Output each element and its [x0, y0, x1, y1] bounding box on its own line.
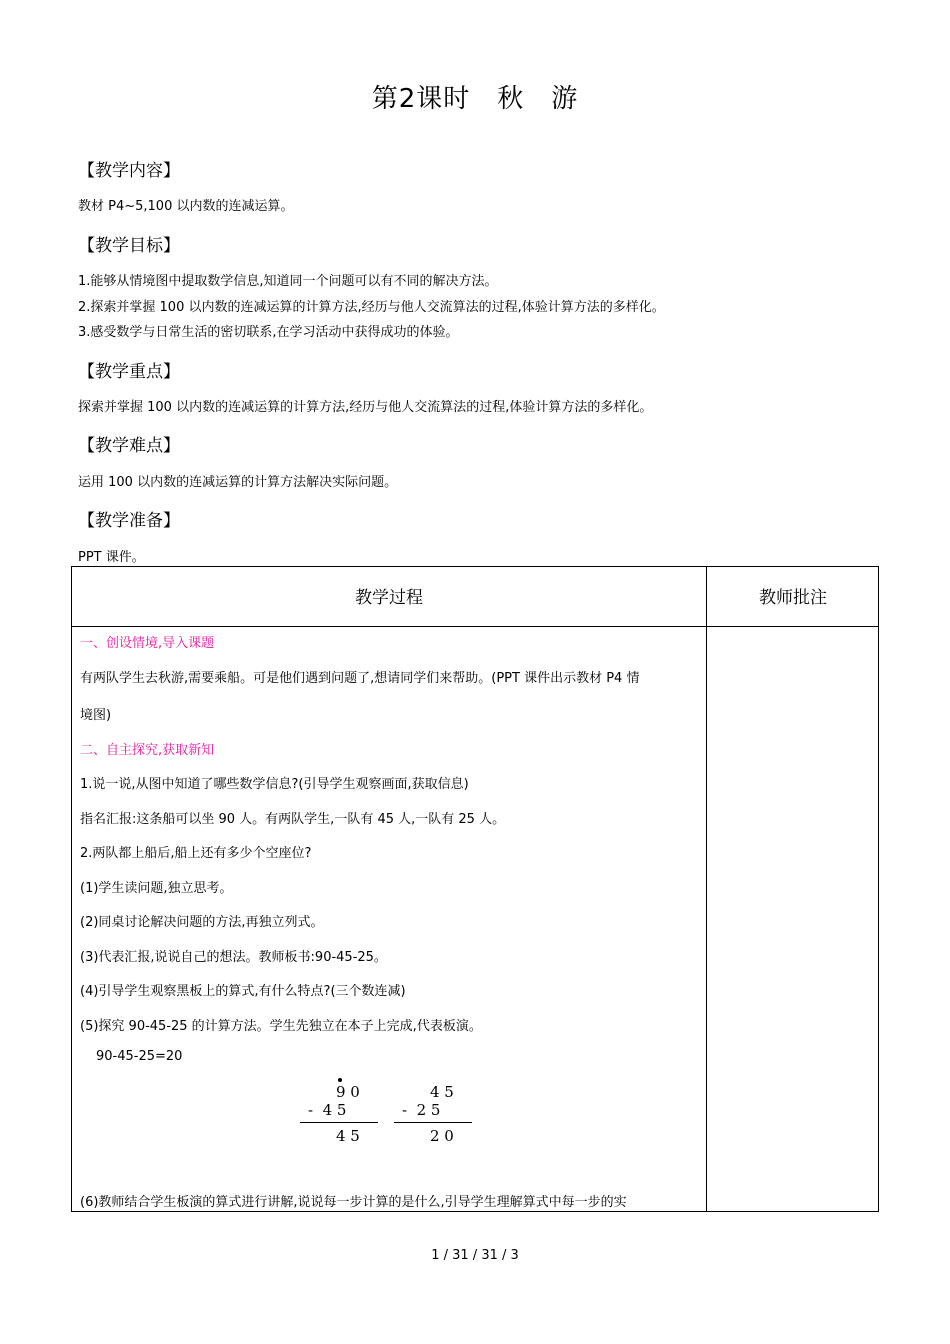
difficulties-text: 运用 100 以内数的连减运算的计算方法解决实际问题。: [78, 475, 398, 490]
section-heading-difficulties: 【教学难点】: [78, 436, 180, 456]
subtrahend: - 4 5: [308, 1101, 347, 1119]
process-line: 2.两队都上船后,船上还有多少个空座位?: [80, 846, 312, 861]
teaching-process-table: [71, 566, 879, 1212]
process-line: (1)学生读问题,独立思考。: [80, 881, 233, 896]
minuend: 9 0: [336, 1083, 360, 1101]
page-title: 第2课时 秋 游: [371, 84, 579, 114]
header-divider: [72, 626, 878, 627]
process-line: (6)教师结合学生板演的算式进行讲解,说说每一步计算的是什么,引导学生理解算式中每一步的实: [80, 1195, 627, 1210]
process-line: (5)探究 90-45-25 的计算方法。学生先独立在本子上完成,代表板演。: [80, 1019, 482, 1034]
section-heading-preparation: 【教学准备】: [78, 511, 180, 531]
goal-line-1: 1.能够从情境图中提取数学信息,知道同一个问题可以有不同的解决方法。: [78, 274, 498, 289]
subtrahend: - 2 5: [402, 1101, 441, 1119]
process-line: (4)引导学生观察黑板上的算式,有什么特点?(三个数连减): [80, 984, 406, 999]
section-heading-content: 【教学内容】: [78, 161, 180, 181]
process-line: (3)代表汇报,说说自己的想法。教师板书:90-45-25。: [80, 950, 387, 965]
header-teacher-notes: 教师批注: [759, 588, 827, 608]
equation-line: 90-45-25=20: [96, 1049, 183, 1064]
stage-heading-2: 二、自主探究,获取新知: [80, 743, 215, 758]
minuend: 4 5: [430, 1083, 454, 1101]
process-line: 境图): [80, 708, 112, 723]
content-text: 教材 P4~5,100 以内数的连减运算。: [78, 199, 294, 214]
stage-heading-1: 一、创设情境,导入课题: [80, 636, 215, 651]
calc-rule: [300, 1122, 378, 1123]
calc-rule: [394, 1122, 472, 1123]
vertical-calc-2: [394, 1081, 474, 1151]
process-line: 有两队学生去秋游,需要乘船。可是他们遇到问题了,想请同学们来帮助。(PPT 课件出示教材 P4 情: [80, 671, 640, 686]
borrow-dot: [338, 1078, 342, 1082]
key-points-text: 探索并掌握 100 以内数的连减运算的计算方法,经历与他人交流算法的过程,体验计算方法的多样化。: [78, 400, 653, 415]
difference: 4 5: [336, 1127, 360, 1145]
goal-line-3: 3.感受数学与日常生活的密切联系,在学习活动中获得成功的体验。: [78, 325, 459, 340]
header-teaching-process: 教学过程: [355, 588, 423, 608]
page-footer: 1 / 31 / 31 / 3: [431, 1248, 519, 1263]
difference: 2 0: [430, 1127, 454, 1145]
preparation-text: PPT 课件。: [78, 550, 145, 565]
process-line: 1.说一说,从图中知道了哪些数学信息?(引导学生观察画面,获取信息): [80, 777, 469, 792]
process-line: 指名汇报:这条船可以坐 90 人。有两队学生,一队有 45 人,一队有 25 人。: [80, 812, 506, 827]
goal-line-2: 2.探索并掌握 100 以内数的连减运算的计算方法,经历与他人交流算法的过程,体验计算方法的多样化。: [78, 300, 665, 315]
section-heading-key-points: 【教学重点】: [78, 362, 180, 382]
section-heading-goals: 【教学目标】: [78, 236, 180, 256]
column-divider: [706, 567, 707, 1211]
vertical-calc-1: [300, 1081, 380, 1151]
process-line: (2)同桌讨论解决问题的方法,再独立列式。: [80, 915, 324, 930]
